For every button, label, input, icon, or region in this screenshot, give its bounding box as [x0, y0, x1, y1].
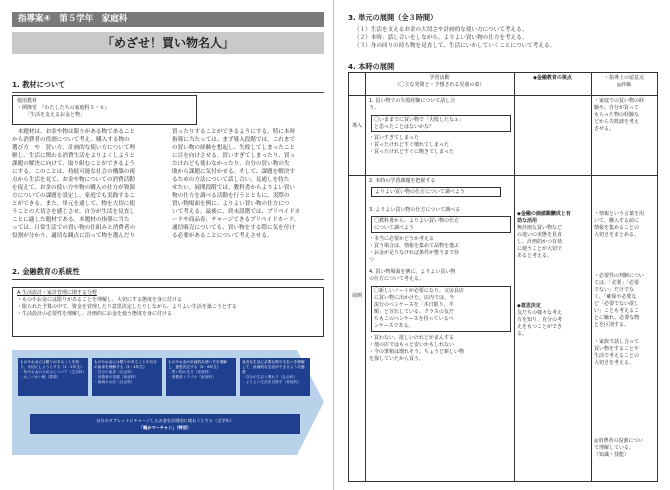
fin-text: えをもつことができ — [517, 324, 563, 330]
body-line: いて考える。最後に、終末段階では、プリペイドカ — [172, 209, 301, 215]
notes-intro — [594, 98, 657, 133]
note-line: い」ことも考えるこ — [594, 308, 640, 314]
body-line: っては、日常生活での買い物の仕組みと消費者の — [12, 225, 136, 231]
col-head-text: 学習活動 — [429, 75, 450, 81]
note-line: 情報を集めることの — [594, 225, 640, 231]
response-line: ・買ったけれどすぐに飽きてしまった — [369, 149, 455, 155]
body-line: る必要があることについて考えさせる。 — [172, 233, 273, 239]
fin-text: の違いの実態を見直 — [517, 232, 563, 238]
col-head-text: ・指導上の留意点 — [603, 75, 644, 81]
activity-line: の仕方について考える。 — [369, 276, 424, 282]
body-line: 選び方 や 買い方、計画的な使い方について理 — [12, 145, 135, 151]
fin-text: 友だちの様々な考え — [517, 310, 563, 316]
col-head-sub: （〇主な発問と・予想される児童の姿） — [394, 82, 485, 88]
eval-line: て理解している。 — [594, 445, 635, 451]
note-line: ・家庭での買い物の経 — [594, 98, 645, 104]
left-page — [0, 0, 334, 490]
step-3-question-box — [371, 216, 511, 233]
note-line: いて、購入する前に — [594, 218, 639, 224]
body-line: 解し、生活に関わる消費生活をよりよくしようと — [12, 153, 136, 159]
system-heading: A 生活設計・家計管理に関する分野 — [17, 290, 98, 296]
material-box — [12, 95, 197, 125]
row-rule — [349, 95, 657, 96]
card-text: ものやお金が計画的な使い方を理解し、意思決定する（5・6年生） — [168, 360, 227, 369]
evaluation — [594, 438, 657, 459]
step-4 — [369, 269, 512, 283]
lesson-plan-header: 指導案④ 第５学年 家庭科 — [12, 12, 324, 27]
unit-item: （３）身の回りの持ち物を見直して、生活にいかしていくことについて考える。 — [354, 43, 556, 49]
body-line: にする。このことは、持続可能な社会の構築の視 — [12, 169, 136, 175]
unit-item: （１）生活を支えるお金の大切さや計画的な使い方について考える。 — [354, 27, 528, 33]
note-line: ど「必要でない欲し — [594, 301, 640, 307]
fin-text: 方を知り、自分の考 — [517, 317, 563, 323]
bar-text: 自分のタブレットにチャージしたお金を計画的に使おうとする（全学年） — [96, 418, 234, 423]
body-line: を捉えて、お金の使い方や物の購入の仕方が資源 — [12, 185, 135, 191]
col-rule — [514, 73, 515, 481]
body-line: に目を向けさせる。買いすぎてしまったり、買っ — [172, 153, 296, 159]
scenario-line: 〇新しいノートが必要になり、文房具店 — [374, 288, 464, 294]
body-line: たけれども使わなかったり、自分の買い物の失 — [172, 161, 290, 167]
note-line: どから失敗談を考え — [594, 119, 640, 125]
fin-text: に使うことが大切で — [517, 246, 563, 252]
card-text: ・物やお金の大切さについて（生活科） — [20, 370, 87, 374]
col-head-activity — [365, 75, 514, 89]
response-line: ・本当に必要かどうか考える — [369, 236, 435, 242]
activity-line: 4. 買い物場面を例に、よりよい買い物 — [369, 269, 456, 275]
card-text: ・おこづかい帳（算数） — [20, 375, 61, 379]
card-text: ・買い物の仕方（家庭科） — [168, 370, 213, 374]
body-line: 買い物場面を例に、よりよい買い物の仕方につ — [172, 201, 290, 207]
material-line: 「生活を支えるお金と物」 — [25, 112, 86, 118]
question-line: について調べよう — [374, 225, 414, 231]
intro-activity — [369, 98, 512, 112]
material-body-left — [12, 128, 168, 240]
body-line: せたい。展開段階では、教科書からよりよい買い — [172, 185, 296, 191]
col-rule — [591, 73, 592, 481]
body-line: 役割が分かり、適切な観点に沿って物を選んだり — [12, 233, 136, 239]
system-box — [12, 287, 324, 337]
scenario-line: 額」と宣伝している。クラスの友だ — [374, 309, 454, 315]
body-line: 課題の解決に向けて、取り組むことができるよう — [12, 161, 135, 167]
bar-text: 「親かマーチャン」（特活） — [138, 425, 192, 430]
body-line: から消費者の役割について考え、購入する物の — [12, 137, 130, 143]
section-3-heading: 3. 単元の展開（全３時間） — [348, 13, 438, 22]
fin-title: ◆金融の価値観醸成と有 — [517, 211, 571, 217]
card-text: ・よりよい生活を目指す（家庭科） — [242, 380, 301, 384]
fin-text: 無計画な買い物など — [517, 225, 563, 231]
stage-card-4 — [240, 358, 310, 396]
material-line: ・開隆堂 『わたしたちの家庭科５・６』 — [17, 105, 110, 111]
note-line: とを区別する。 — [594, 322, 630, 328]
question-line: と思ったことはないかな？ — [374, 124, 435, 130]
stage-card-1 — [18, 358, 88, 396]
body-line: 点から生活を見て、お金や物についての消費活動 — [12, 177, 135, 183]
col-head-text: ◎評価 — [616, 82, 632, 88]
scenario-line: ちもこのペンケースを持っているペ — [374, 316, 454, 322]
note-line: とに触れ、必要な物 — [594, 315, 640, 321]
material-label: 使用教材 — [17, 98, 38, 104]
system-line: ・限られた予算の中で、資金を管理したり意思決定したりしながら、よりよい生活を築こうとする — [17, 304, 237, 310]
col-head-fin: ◆金融教育の視点 — [533, 75, 572, 81]
body-line: ードや商品券、チャージできるプリペイドカード、 — [172, 217, 300, 223]
system-line: ・ものやお金には限りがあることを理解し、大切にする態度を身に付ける — [17, 297, 183, 303]
note-line: ・情報という言葉を用 — [594, 211, 645, 217]
note-line: ・必要性の判断につい — [594, 273, 644, 279]
scenario-line: ンケースである。 — [374, 323, 414, 329]
notes-step4 — [594, 273, 657, 329]
stage-intro: 導入 — [351, 123, 362, 129]
response-line: ・買う場合は、情報を集めて品物を選ぶ — [369, 243, 460, 249]
body-line: 敗から課題に気付かせる。そして、課題を解決す — [172, 169, 295, 175]
step-2: 2. 本時の学習課題を把握する — [369, 178, 436, 184]
stage-card-2 — [92, 358, 162, 396]
body-line: るための方法について話し合い、見通しを持た — [172, 177, 290, 183]
notes-step3 — [594, 211, 657, 239]
response-line: ・買わない。欲しいけれどがまんする — [369, 335, 455, 341]
note-line: でない」だけでな — [594, 287, 635, 293]
body-line: 通信販売についても、買い物をする際に気を付け — [172, 225, 295, 231]
stage-card-3 — [166, 358, 236, 396]
body-line: 本題材は、お金や物は限りがある物であること — [12, 129, 136, 135]
body-line: 方についての課題を設定し、家庭でも実践するこ — [12, 193, 135, 199]
body-line: ことに適した題材である。本題材の指導に当た — [12, 217, 130, 223]
intro-question-box — [371, 115, 511, 132]
response-line: ・買ったけれどすぐ壊れてしまった — [369, 142, 450, 148]
col-head-notes — [591, 75, 657, 89]
lesson-title: 「めざせ！買い物名人」 — [12, 32, 324, 54]
unit-item: （２）本時：話し合いをしながら、よりよい買い物の仕方を考える。 — [354, 35, 528, 41]
step-4-responses — [369, 335, 512, 363]
body-line: 買ったりすることができるようにする。特に本時 — [172, 129, 296, 135]
material-body-right — [172, 128, 328, 240]
response-line: つ — [369, 257, 375, 263]
body-line: 物の仕方を調べる活動を行うとともに、実際の — [172, 193, 290, 199]
scenario-line: に買い物に出かけた。店内では、今 — [374, 295, 455, 301]
body-line: うことの大切さを感じさせ、自分が生活を見直し — [12, 209, 135, 215]
eval-line: ◎消費者の役割につい — [594, 438, 644, 444]
stage-develop: 展開 — [351, 293, 362, 299]
card-text: ・消費者の役割（家庭科） — [94, 375, 139, 379]
note-line: ・家族で話し合って — [594, 339, 640, 345]
body-line: の買い物の経験を想起し、失敗してしまったこと — [172, 145, 296, 151]
system-line: ・生活設計の必要性を理解し、計画的にお金を使う態度を身に付ける — [17, 311, 173, 317]
lesson-table — [348, 72, 658, 482]
card-text: 身近な生活に必要な物や支払いを理解して、計画的な生活ができるような態度 — [242, 360, 305, 374]
all-grades-bar — [30, 414, 300, 434]
body-line: 指導に当たっては、まず導入段階では、これまで — [172, 137, 296, 143]
response-line: ・買いすぎてしまった — [369, 135, 420, 141]
right-page — [334, 0, 670, 490]
section-1-rule — [12, 92, 324, 93]
fin-text: る。 — [517, 331, 528, 337]
row-rule — [349, 175, 657, 176]
response-line: ・お金が足りなければ条件が整うまで待 — [369, 250, 460, 256]
step-4-scenario-box — [371, 286, 511, 332]
financial-education-diagram — [12, 350, 324, 455]
response-line: ・今の筆箱は壊れそう。ちょうど新しい物 — [369, 349, 465, 355]
response-line: を探していたから買う。 — [369, 356, 425, 362]
activity-line: 1. 買い物での失敗経験について話し合 — [369, 98, 456, 104]
note-line: 生活で考えることの — [594, 353, 640, 359]
card-text: ・地域のお店（社会科） — [94, 380, 135, 384]
fin-title: 効な活用 — [517, 218, 538, 224]
note-line: ては、「必要」「必要 — [594, 280, 640, 286]
card-text: ・自分の欲求（社会科） — [94, 370, 135, 374]
fin-point-2 — [517, 303, 589, 338]
scenario-line: 流行のペンケースを「本日限り、半 — [374, 302, 454, 308]
notes-family — [594, 339, 657, 367]
card-text: ものやお金には限りがあることを知り、大切にしようとする（1・2年生） — [20, 360, 84, 369]
intro-responses — [369, 135, 512, 156]
question-line: 〇いままでに買い物で「失敗したなぁ」 — [374, 117, 465, 123]
section-4-heading: 4. 本時の展開 — [348, 62, 395, 71]
note-line: 買い物をすることや — [594, 346, 640, 352]
note-line: させる。 — [594, 126, 615, 132]
step-3: 3. よりよい買い物の仕方について調べる — [369, 207, 461, 213]
fin-text: し、計画的かつ有効 — [517, 239, 563, 245]
note-line: 大切さをまとめる。 — [594, 232, 640, 238]
note-line: 大切さを考える。 — [594, 360, 635, 366]
unit-list — [354, 26, 659, 50]
fin-title: ◆意思決定 — [517, 303, 541, 309]
response-line: ・他の店ではもっと安いかもしれない — [369, 342, 455, 348]
card-text: ・消費者トラブル（家庭科） — [168, 375, 216, 379]
fin-text: あると考える。 — [517, 253, 553, 259]
question-line: 〇教科書から、よりよい買い物の仕方 — [374, 218, 460, 224]
lesson-task-box: よりよい買い物の仕方について調べよう — [371, 187, 501, 197]
note-line: 験や、自分が買って — [594, 105, 639, 111]
body-line: とができる。また、単元を通して、物を大切に使 — [12, 201, 135, 207]
note-line: く、「確保や必要な — [594, 294, 637, 300]
section-2-rule — [12, 279, 324, 280]
section-2-heading: 2. 金融教育の系統性 — [12, 267, 80, 276]
card-text: ・自分の生活と関わり（社会科） — [242, 375, 298, 379]
eval-line: （知識・技能） — [594, 452, 630, 458]
note-line: もらった物の経験な — [594, 112, 640, 118]
fin-point-1 — [517, 211, 589, 260]
col-rule — [365, 73, 366, 481]
step-3-responses — [369, 236, 512, 264]
activity-line: う。 — [369, 105, 380, 111]
section-1-heading: 1. 教材について — [12, 80, 66, 89]
card-text: ものやお金には限りがあることや自分の欲求を理解する（3・4年生） — [94, 360, 157, 369]
